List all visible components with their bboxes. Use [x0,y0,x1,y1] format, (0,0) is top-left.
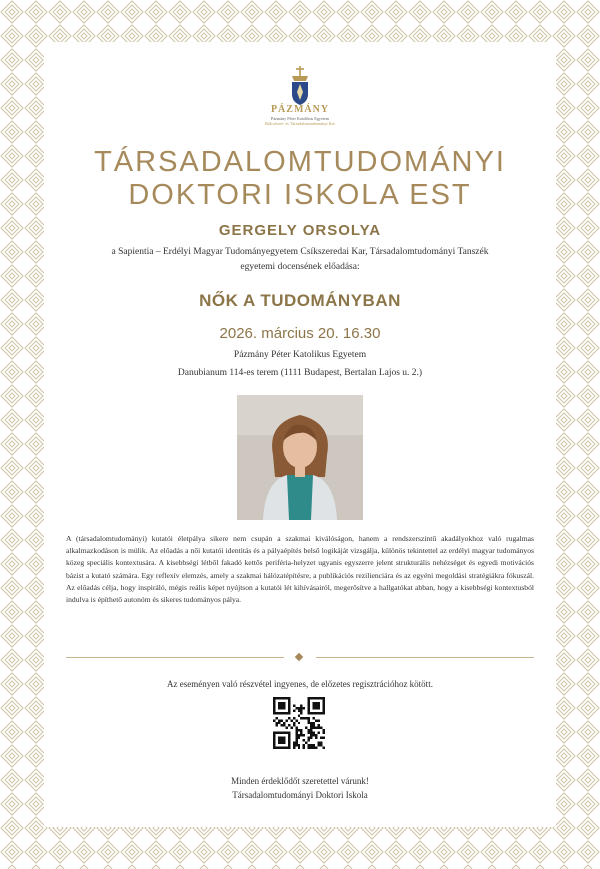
brand-sub-line: Bölcsészet- és Társadalomtudományi Kar [265,121,335,126]
section-divider [66,653,534,663]
closing-line: Társadalomtudományi Doktori Iskola [232,790,368,800]
venue-institution: Pázmány Péter Katolikus Egyetem [233,350,367,360]
speaker-affiliation [44,245,556,275]
closing-message [44,774,556,802]
venue-address: Danubianum 114-es terem (1111 Budapest, Bertalan Lajos u. 2.) [177,368,423,378]
brand-name: PÁZMÁNY [270,104,330,115]
divider-line [66,657,284,658]
closing-line: Minden érdeklődőt szeretettel várunk! [231,776,369,786]
divider-line [316,657,534,658]
speaker-name: GERGELY ORSOLYA [218,222,382,239]
abstract-text: A (társadalomtudományi) kutatói életpálya sikere nem csupán a szakmai kiválóságon, hanem a rendszerszintű akadályokhoz való rugalmas alkalmazkodáson is múlik. Az előadás a női kutatói identitás és a pályaépítés belső logikáját vizsgálja, különös tekintettel az erdélyi magyar tudományos közeg speciális kontextusára. A kisebbségi létből fakadó kettős periféria-helyzet ugyanis egyszerre jelent strukturális nehézséget és egyedi motivációs bázist a kutató számára. Egy reflexív elemzés, amely a szakmai hálózatépítésre, a publikációs rezilienciára és az egyéni megoldási stratégiákra fókuszál. Az előadás célja, hogy inspiráló, mégis reális képet nyújtson a kutatói lét kihívásairól, megerősítve a hallgatókat abban, hogy a kisebbségi kontextusból indulva is építhető autonóm és sikeres tudományos pálya. [66,534,534,605]
brand-subtitle [44,116,556,126]
diamond-divider-icon [295,653,303,661]
title-line: TÁRSADALOMTUDOMÁNYI [94,146,506,178]
event-date-time: 2026. március 20. 16.30 [219,325,381,342]
poster-card [44,42,556,827]
qr-code-icon[interactable] [273,697,325,749]
title-line: DOKTORI ISKOLA EST [128,179,472,211]
registration-note: Az eseményen való részvétel ingyenes, de előzetes regisztrációhoz kötött. [167,679,433,689]
affiliation-line: a Sapientia – Erdélyi Magyar Tudományegyetem Csíkszeredai Kar, Társadalomtudományi Tanszék [111,247,489,257]
brand-sub-line: Pázmány Péter Katolikus Egyetem [270,116,330,121]
speaker-photo [237,395,363,520]
lecture-title: NŐK A TUDOMÁNYBAN [199,291,401,310]
event-title [44,146,556,212]
affiliation-line: egyetemi docensének előadása: [240,262,360,272]
